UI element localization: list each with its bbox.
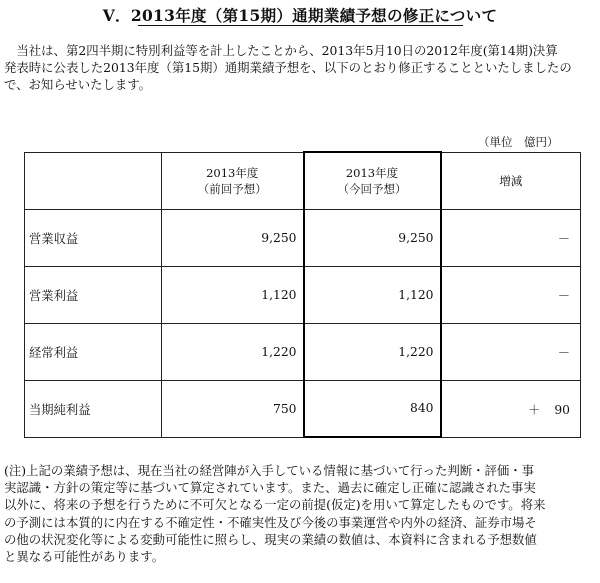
page-title: Ⅴ．2013年度（第15期）通期業績予想の修正について: [102, 6, 498, 25]
change-amount: 90: [554, 402, 570, 417]
table-row: [25, 209, 581, 266]
header-previous-label: （前回予想）: [197, 181, 267, 196]
header-current-year: 2013年度: [345, 165, 399, 180]
previous-value: 1,220: [162, 323, 304, 380]
change-amount: －: [557, 345, 570, 360]
current-value: 9,250: [304, 209, 441, 266]
row-label: 営業利益: [25, 266, 162, 323]
note-line: の予測には本質的に内在する不確定性・不確実性及び今後の事業運営や内外の経済、証券市場そ: [4, 514, 537, 530]
previous-value: 750: [162, 380, 304, 437]
previous-value: 1,120: [162, 266, 304, 323]
forecast-table: [24, 151, 581, 438]
change-value: [441, 266, 581, 323]
change-value: [441, 323, 581, 380]
note-line: 以外に、将来の予想を行うために不可欠となる一定の前提(仮定)を用いて算定したものです。将来: [4, 497, 546, 513]
header-empty-cell: [25, 152, 162, 209]
header-change: 増減: [441, 152, 581, 209]
change-value: [441, 380, 581, 437]
change-amount: －: [557, 231, 570, 246]
row-label: 当期純利益: [25, 380, 162, 437]
intro-line: で、お知らせいたします。: [4, 77, 152, 92]
table-row: [25, 323, 581, 380]
previous-value: 9,250: [162, 209, 304, 266]
header-previous-forecast: [162, 152, 304, 209]
current-value: 1,120: [304, 266, 441, 323]
current-value: 840: [304, 380, 441, 437]
row-label: 経常利益: [25, 323, 162, 380]
intro-line: 当社は、第2四半期に特別利益等を計上したことから、2013年5月10日の2012年度(第14期)決算: [4, 43, 558, 58]
note-line: の他の状況変化等による変動可能性に照らし、現実の業績の数値は、本資料に含まれる予想数値: [4, 531, 537, 547]
table-row: [25, 380, 581, 437]
intro-line: 発表時に公表した2013年度（第15期）通期業績予想を、以下のとおり修正することといたしましたの: [4, 60, 572, 75]
header-previous-year: 2013年度: [206, 165, 259, 180]
current-value: 1,220: [304, 323, 441, 380]
change-amount: －: [557, 288, 570, 303]
disclaimer-note: [4, 462, 598, 565]
note-line: と異なる可能性があります。: [4, 549, 165, 565]
header-current-forecast: [304, 152, 441, 209]
change-value: [441, 209, 581, 266]
row-label: 営業収益: [25, 209, 162, 266]
title-underline: [138, 25, 463, 26]
change-sign: ＋: [528, 402, 541, 417]
header-current-label: （今回予想）: [337, 181, 407, 196]
unit-label: （単位 億円）: [478, 135, 559, 149]
note-line: (注)上記の業績予想は、現在当社の経営陣が入手している情報に基づいて行った判断・評価・事: [4, 463, 535, 478]
intro-paragraph: [4, 42, 598, 93]
note-line: 実認識・方針の策定等に基づいて算定されています。また、過去に確定し正確に認識された事実: [4, 480, 536, 496]
table-header-row: [25, 152, 581, 209]
table-row: [25, 266, 581, 323]
